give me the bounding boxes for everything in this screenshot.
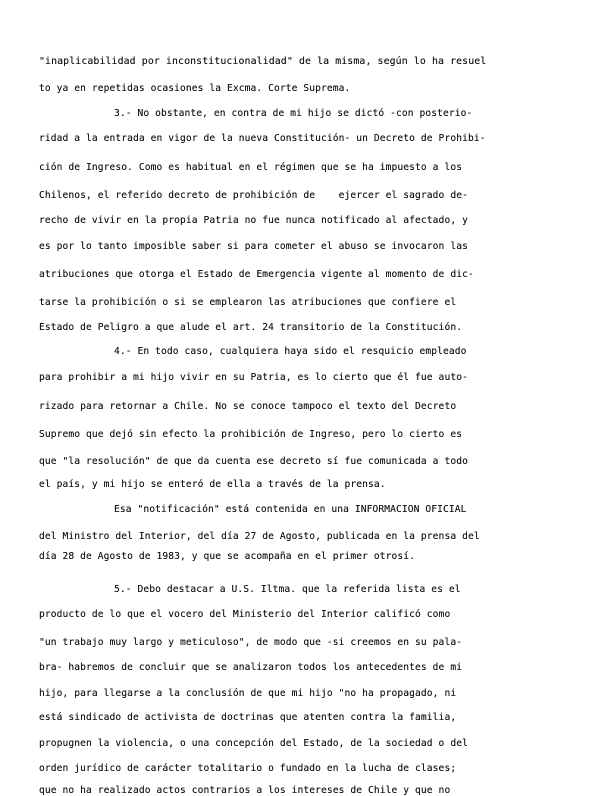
text-line-14: rizado para retornar a Chile. No se conoce tampoco el texto del Decreto [39,401,457,412]
text-line-11: Estado de Peligro a que alude el art. 24 transitorio de la Constitución. [39,322,463,333]
text-line-18: Esa "notificación" está contenida en una INFORMACION OFICIAL [114,504,467,515]
text-line-3: 3.- No obstante, en contra de mi hijo se dictó -con posterio- [114,108,473,119]
text-line-8: es por lo tanto imposible saber si para cometer el abuso se invocaron las [39,241,468,252]
text-line-21: 5.- Debo destacar a U.S. Iltma. que la referida lista es el [114,584,461,595]
text-line-2: to ya en repetidas ocasiones la Excma. Corte Suprema. [39,83,351,94]
text-line-26: está sindicado de activista de doctrinas que atenten contra la familia, [39,712,457,723]
text-line-16: que "la resolución" de que da cuenta ese decreto sí fue comunicada a todo [39,456,468,467]
text-line-13: para prohibir a mi hijo vivir en su Patria, es lo cierto que él fue auto- [39,372,468,383]
text-line-15: Supremo que dejó sin efecto la prohibición de Ingreso, pero lo cierto es [39,429,463,440]
text-line-29: que no ha realizado actos contrarios a los intereses de Chile y que no [39,785,451,796]
text-line-4: ridad a la entrada en vigor de la nueva Constitución- un Decreto de Prohibi- [39,133,486,144]
text-line-28: orden jurídico de carácter totalitario o fundado en la lucha de clases; [39,763,457,774]
text-line-10: tarse la prohibición o si se emplearon las atribuciones que confiere el [39,297,457,308]
text-line-25: hijo, para llegarse a la conclusión de que mi hijo "no ha propagado, ni [39,688,457,699]
text-line-9: atribuciones que otorga el Estado de Emergencia vigente al momento de dic- [39,269,474,280]
text-line-17: el país, y mi hijo se enteró de ella a través de la prensa. [39,479,386,490]
text-line-7: recho de vivir en la propia Patria no fue nunca notificado al afectado, y [39,215,468,226]
text-line-12: 4.- En todo caso, cualquiera haya sido el resquicio empleado [114,346,467,357]
text-line-22: producto de lo que el vocero del Ministerio del Interior calificó como [39,609,451,620]
text-line-6: Chilenos, el referido decreto de prohibición de ejercer el sagrado de- [39,190,468,201]
text-line-19: del Ministro del Interior, del día 27 de Agosto, publicada en la prensa del [39,531,480,542]
text-line-1: "inaplicabilidad por inconstitucionalidad" de la misma, según lo ha resuel [39,56,487,67]
text-line-27: propugnen la violencia, o una concepción del Estado, de la sociedad o del [39,738,468,749]
text-line-24: bra- habremos de concluir que se analizaron todos los antecedentes de mi [39,662,463,673]
text-line-23: "un trabajo muy largo y meticuloso", de modo que -si creemos en su pala- [39,637,463,648]
text-line-5: ción de Ingreso. Como es habitual en el régimen que se ha impuesto a los [39,162,463,173]
text-line-20: día 28 de Agosto de 1983, y que se acompaña en el primer otrosí. [39,551,416,562]
